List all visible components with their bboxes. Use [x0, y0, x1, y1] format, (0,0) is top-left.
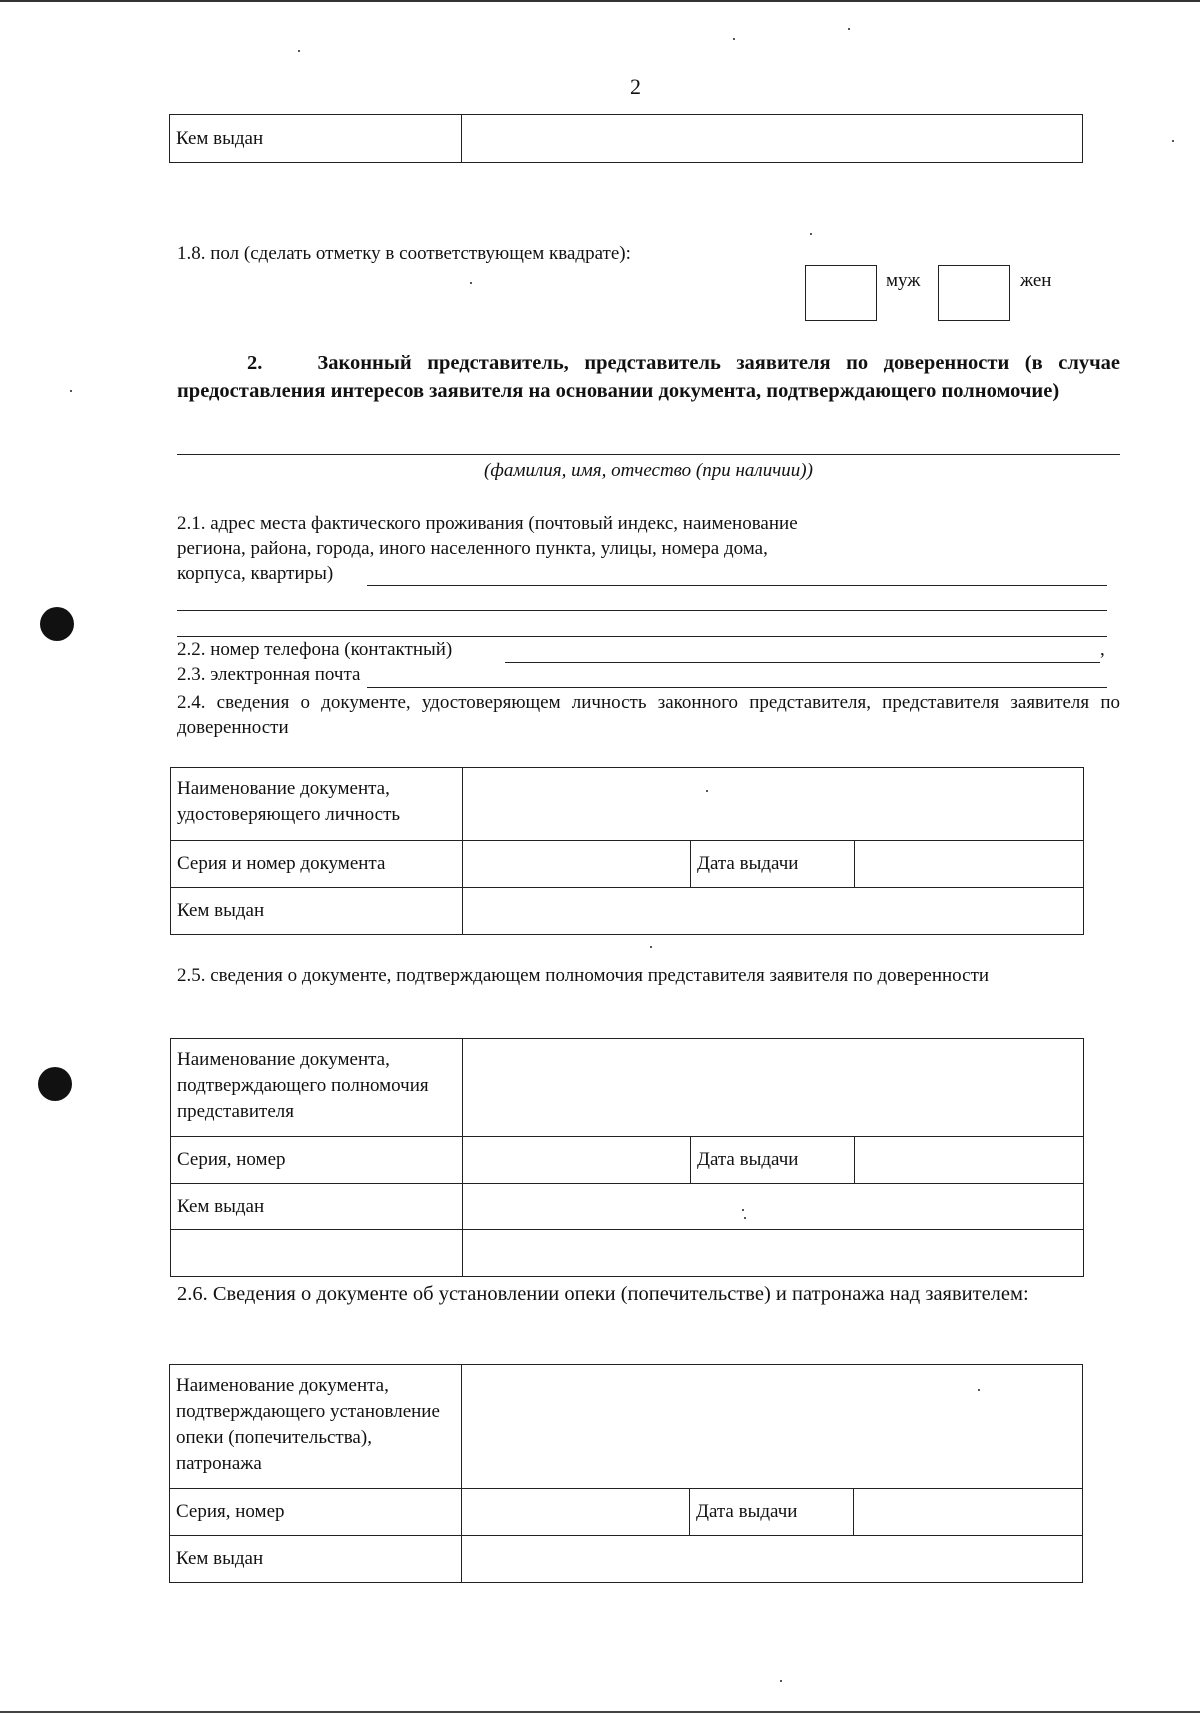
address-line-3: корпуса, квартиры): [177, 563, 334, 584]
authority-doc-table: [170, 1038, 1084, 1277]
address-field-line-3[interactable]: [177, 636, 1107, 637]
authority-series-field[interactable]: [463, 1137, 691, 1184]
authority-date-label: Дата выдачи: [691, 1137, 855, 1184]
identity-doc-name-field[interactable]: [463, 768, 1084, 841]
male-checkbox[interactable]: [805, 265, 877, 321]
scan-speck: [1172, 140, 1174, 142]
guardianship-doc-table: [169, 1364, 1083, 1583]
identity-date-label: Дата выдачи: [691, 841, 855, 888]
identity-issued-by-field[interactable]: [463, 888, 1084, 935]
scan-speck: [733, 38, 735, 40]
scan-speck: [650, 946, 652, 948]
authority-date-field[interactable]: [855, 1137, 1084, 1184]
scan-top-edge: [0, 0, 1200, 2]
issued-by-table: [169, 114, 1083, 163]
address-field-line-2[interactable]: [177, 610, 1107, 611]
guardianship-issued-by-field[interactable]: [462, 1536, 1083, 1583]
item-2-4-text: 2.4. сведения о документе, удостоверяющем личность законного представителя, представителя заявителя по доверенности: [177, 692, 1120, 738]
address-line-2: региона, района, города, иного населенного пункта, улицы, номера дома,: [177, 538, 768, 559]
identity-date-field[interactable]: [855, 841, 1084, 888]
identity-issued-by-label: Кем выдан: [171, 888, 463, 935]
scan-speck: [742, 1209, 744, 1211]
scan-speck: [470, 282, 472, 284]
identity-series-field[interactable]: [463, 841, 691, 888]
guardianship-doc-name-label: Наименование документа, подтверждающего установление опеки (попечительства), патронажа: [170, 1365, 462, 1489]
section-2-number: 2.: [247, 352, 263, 374]
guardianship-series-field[interactable]: [462, 1489, 690, 1536]
address-text: [177, 511, 798, 586]
guardianship-series-label: Серия, номер: [170, 1489, 462, 1536]
authority-issued-by-field[interactable]: [463, 1184, 1084, 1230]
male-label: муж: [886, 270, 921, 291]
email-label: 2.3. электронная почта: [177, 664, 361, 685]
representative-name-field[interactable]: [177, 454, 1120, 455]
authority-doc-name-field[interactable]: [463, 1039, 1084, 1137]
female-checkbox[interactable]: [938, 265, 1010, 321]
identity-doc-table: [170, 767, 1084, 935]
identity-doc-name-label: Наименование документа, удостоверяющего личность: [171, 768, 463, 841]
scan-speck: [298, 50, 300, 52]
email-field[interactable]: [367, 687, 1107, 688]
phone-trail: ,: [1100, 639, 1105, 660]
scan-speck: [810, 233, 812, 235]
guardianship-date-label: Дата выдачи: [690, 1489, 854, 1536]
phone-field[interactable]: [505, 662, 1100, 663]
section-2-title: Законный представитель, представитель заявителя по доверенности (в случае предоставления интересов заявителя на основании документа, подтверждающего полномочие): [177, 352, 1120, 402]
scan-speck: [744, 1217, 746, 1219]
scan-bottom-edge: [0, 1711, 1200, 1713]
address-field-line-1[interactable]: [367, 585, 1107, 586]
female-label: жен: [1020, 270, 1052, 291]
issued-by-field[interactable]: [462, 115, 1083, 163]
phone-label: 2.2. номер телефона (контактный): [177, 639, 453, 660]
punch-hole: [40, 607, 74, 641]
guardianship-doc-name-field[interactable]: [462, 1365, 1083, 1489]
authority-extra-field[interactable]: [463, 1230, 1084, 1277]
authority-doc-name-label: Наименование документа, подтверждающего полномочия представителя: [171, 1039, 463, 1137]
scan-speck: [70, 390, 72, 392]
issued-by-label: Кем выдан: [170, 115, 462, 163]
authority-extra-label[interactable]: [171, 1230, 463, 1277]
item-2-6-text: 2.6. Сведения о документе об установлении опеки (попечительстве) и патронажа над заявителем:: [177, 1283, 1029, 1305]
punch-hole: [38, 1067, 72, 1101]
scan-speck: [978, 1389, 980, 1391]
scan-speck: [706, 790, 708, 792]
guardianship-issued-by-label: Кем выдан: [170, 1536, 462, 1583]
authority-series-label: Серия, номер: [171, 1137, 463, 1184]
gender-label: 1.8. пол (сделать отметку в соответствующем квадрате):: [177, 243, 631, 264]
address-line-1: 2.1. адрес места фактического проживания (почтовый индекс, наименование: [177, 513, 798, 534]
section-2-heading: [177, 349, 1120, 405]
authority-issued-by-label: Кем выдан: [171, 1184, 463, 1230]
scan-speck: [848, 28, 850, 30]
page-number: 2: [630, 74, 641, 99]
item-2-5-text: 2.5. сведения о документе, подтверждающем полномочия представителя заявителя по доверенности: [177, 965, 990, 986]
scan-speck: [780, 1680, 782, 1682]
identity-series-label: Серия и номер документа: [171, 841, 463, 888]
name-caption: (фамилия, имя, отчество (при наличии)): [484, 460, 813, 481]
guardianship-date-field[interactable]: [854, 1489, 1083, 1536]
